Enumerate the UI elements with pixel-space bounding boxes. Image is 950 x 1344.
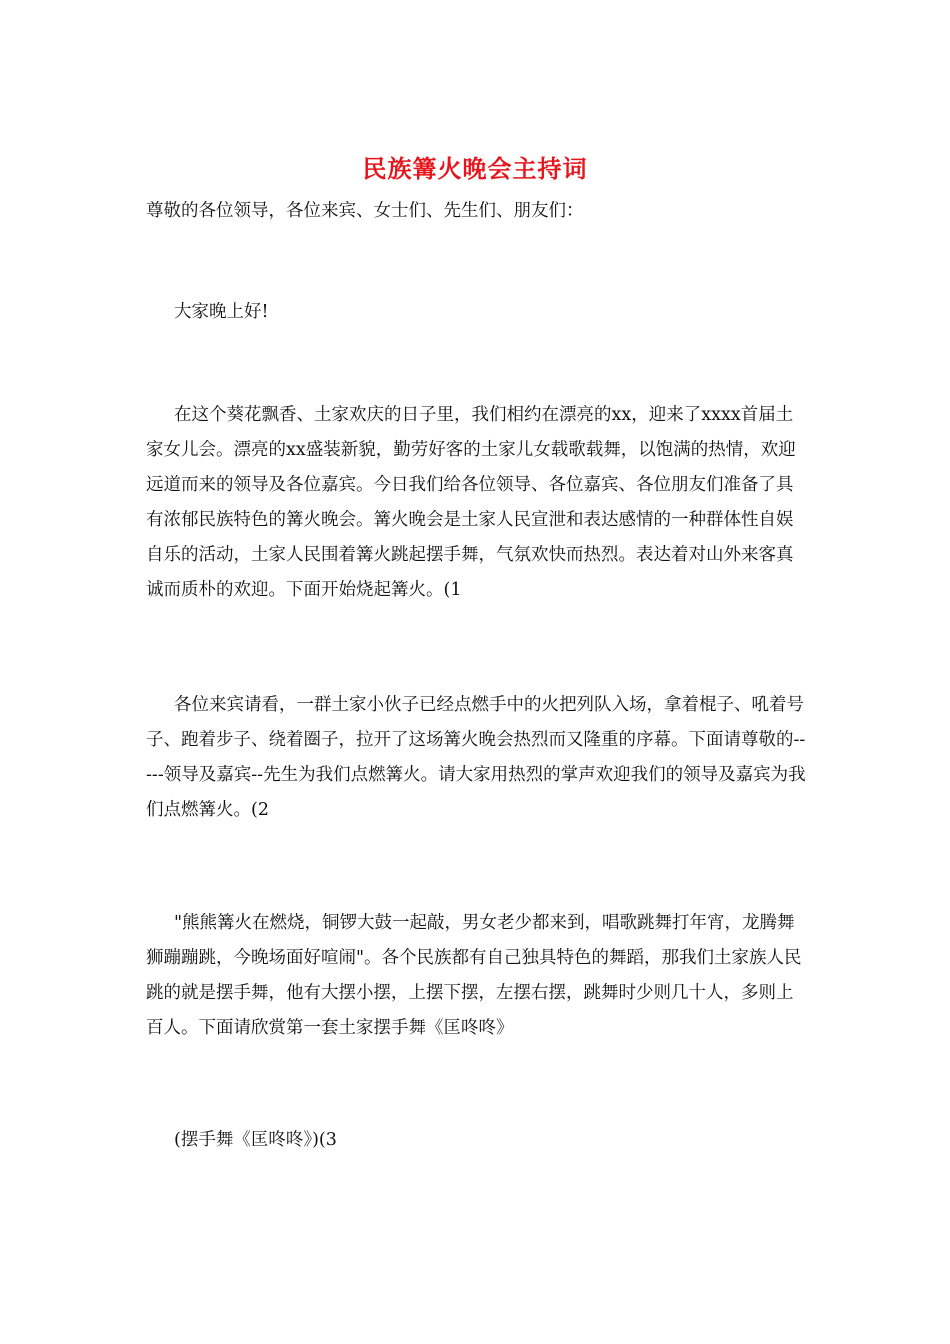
document-title: 民族篝火晚会主持词 (362, 154, 588, 183)
salutation-paragraph: 尊敬的各位领导，各位来宾、女士们、先生们、朋友们： (146, 201, 584, 221)
body-paragraph-4: (摆手舞《匡咚咚》)(3 (174, 1130, 337, 1150)
body-paragraph-3: "熊熊篝火在燃烧，铜锣大鼓一起敲，男女老少都来到，唱歌跳舞打年宵，龙腾舞狮蹦蹦跳，今晚场面好喧闹"。各个民族都有自己独具特色的舞蹈，那我们土家族人民跳的就是摆手舞，他有大摆小摆，上摆下摆，左摆右摆，跳舞时少则几十人，多则上百人。下面请欣赏第一套土家摆手舞《匡咚咚》 (146, 913, 802, 1038)
body-paragraph-2: 各位来宾请看，一群土家小伙子已经点燃手中的火把列队入场，拿着棍子、吼着号子、跑着步子、绕着圈子，拉开了这场篝火晚会热烈而又隆重的序幕。下面请尊敬的-----领导及嘉宾--先生为我们点燃篝火。请大家用热烈的掌声欢迎我们的领导及嘉宾为我们点燃篝火。(2 (146, 695, 806, 820)
body-paragraph-1: 在这个葵花飘香、土家欢庆的日子里，我们相约在漂亮的xx，迎来了xxxx首届土家女儿会。漂亮的xx盛装新貌，勤劳好客的土家儿女载歌载舞，以饱满的热情，欢迎远道而来的领导及各位嘉宾。今日我们给各位领导、各位嘉宾、各位朋友们准备了具有浓郁民族特色的篝火晚会。篝火晚会是土家人民宣泄和表达感情的一种群体性自娱自乐的活动，土家人民围着篝火跳起摆手舞，气氛欢快而热烈。表达着对山外来客真诚而质朴的欢迎。下面开始烧起篝火。(1 (146, 405, 796, 600)
greeting-paragraph: 大家晚上好! (174, 302, 269, 322)
